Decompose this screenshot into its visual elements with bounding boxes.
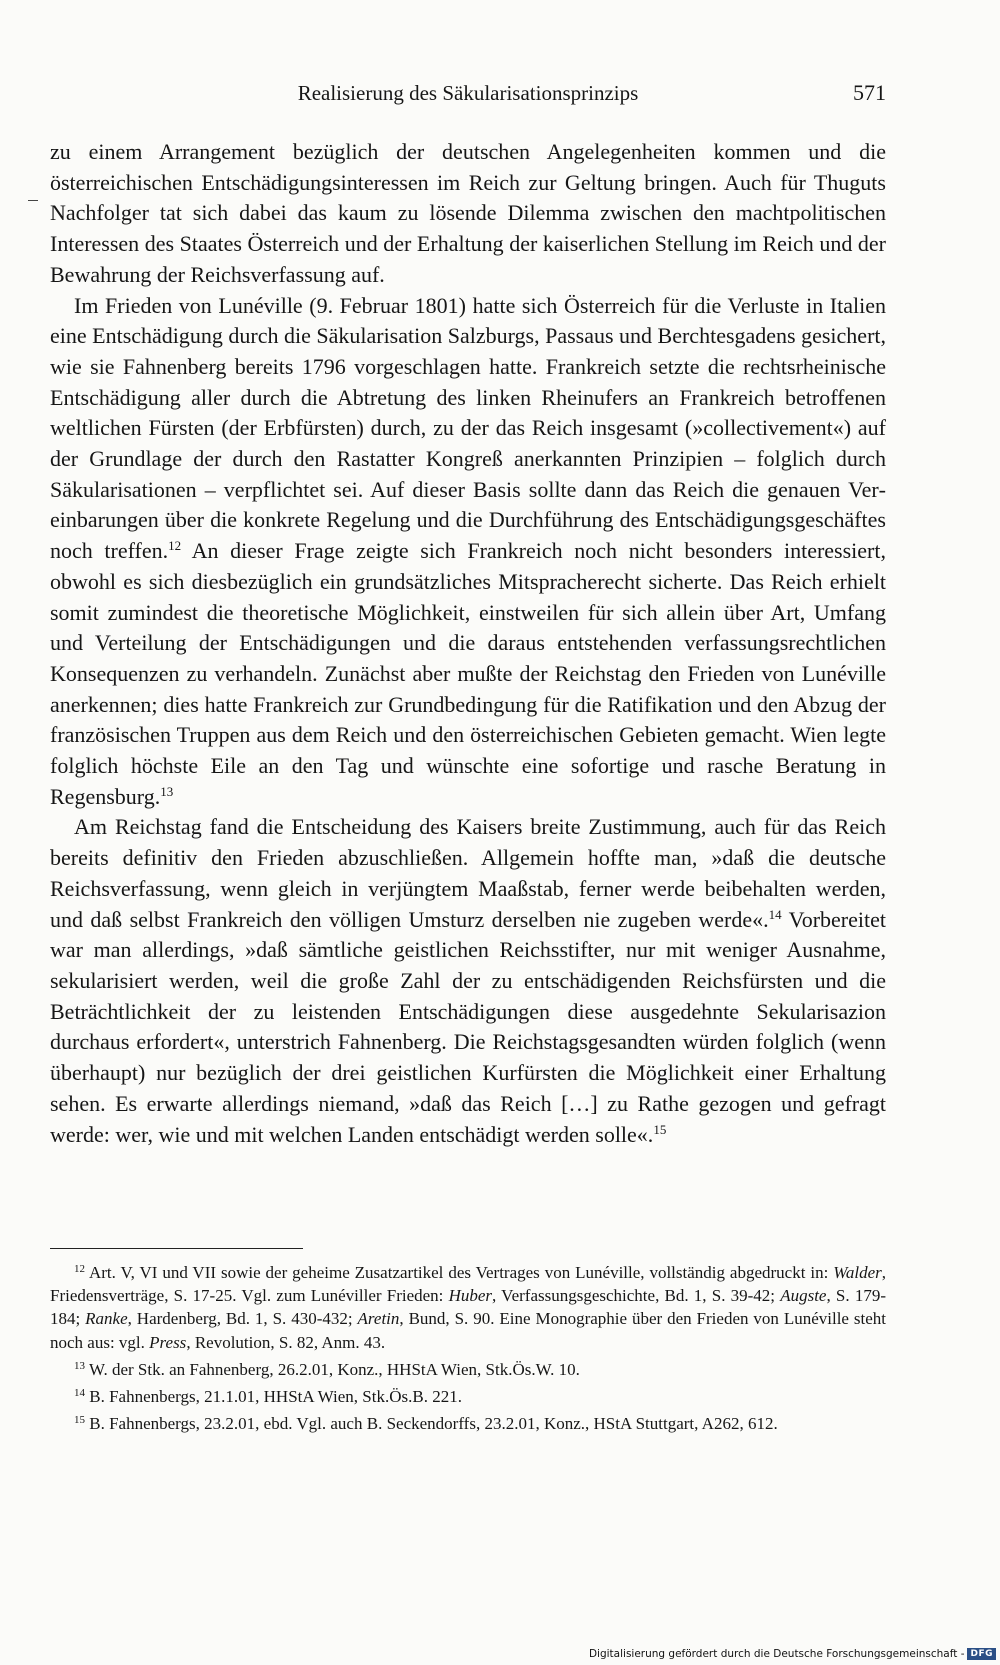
footnote-number: 13 <box>74 1359 85 1372</box>
dfg-logo-icon[interactable]: DFG <box>967 1648 996 1660</box>
footer-text: Digitalisierung gefördert durch die Deutsche Forschungsgemeinschaft - <box>588 1648 965 1660</box>
author-name: Ranke <box>85 1309 128 1329</box>
author-name: Aretin <box>357 1309 400 1329</box>
page-number: 571 <box>853 80 886 105</box>
paragraph: Im Frieden von Lunéville (9. Februar 1801) hatte sich Österreich für die Verluste in Italien eine Entschädigung durch die Säkularisation Salzburgs, Passaus und Berchtesgadens gesichert, wie sie Fahnenberg bereits 1796 vorgeschlagen hatte. Frankreich setzte die rechtsrheinische Entschädigung aller durch die Abtretung des linken Rheinufers an Frankreich betroffenen weltlichen Fürsten (der Erbfürsten) durch, zu der das Reich insgesamt (»collectivement«) auf der Grundlage der durch den Rastatter Kongreß anerkannten Prinzipien – folglich durch Säkularisationen – verpflichtet sei. Auf dieser Basis sollte dann das Reich die genauen Vereinbarungen über die konkrete Regelung und die Durchführung des Entschädigungsgeschäftes noch treffen.$^{12}$ An dieser Frage zeigte sich Frankreich noch nicht besonders interessiert, obwohl es sich diesbezüglich ein grundsätzliches Mitspracherecht sicherte. Das Reich erhielt somit zumindest die theoretische Möglichkeit, einstweilen für sich allein über Art, Umfang und Verteilung der Entschädigungen und die daraus entstehenden verfassungsrechtlichen Konsequenzen zu verhandeln. Zunächst aber mußte der Reichstag den Frieden von Lunéville anerkennen; dies hatte Frankreich zur Grundbedingung für die Ratifikation und den Abzug der französischen Truppen aus dem Reich und den österreichischen Gebieten gemacht. Wien legte folglich höchste Eile an den Tag und wünschte eine sofortige und rasche Beratung in Regensburg.$^{13}$ <box>50 292 887 809</box>
footnote: $^{15}$ B. Fahnenbergs, 23.2.01, ebd. Vgl. auch B. Seckendorffs, 23.2.01, Konz., HStA Stuttgart, A262, 612. <box>74 1414 778 1434</box>
footnote: $^{12}$ Art. V, VI und VII sowie der geheime Zusatzartikel des Vertrages von Lunéville, vollständig abgedruckt in: Walder, Friedensverträge, S. 17-25. Vgl. zum Lunéviller Frieden: Huber, Verfassungsgeschichte, Bd. 1, S. 39-42; Augste, S. 179-184; Ranke, Hardenberg, Bd. 1, S. 430-432; Aretin, Bund, S. 90. Eine Monographie über den Frieden von Lunéville steht noch aus: vgl. Press, Revolution, S. 82, Anm. 43. <box>50 1263 886 1352</box>
author-name: Walder <box>833 1263 882 1282</box>
footnote-number: 14 <box>74 1387 85 1400</box>
footnote-ref[interactable]: 15 <box>653 1121 667 1137</box>
footnote: $^{14}$ B. Fahnenbergs, 21.1.01, HHStA Wien, Stk.Ös.B. 221. <box>74 1387 462 1407</box>
digitization-footer <box>589 1648 996 1660</box>
paragraph: zu einem Arrangement bezüglich der deutschen Angelegenheiten kommen und die österreichischen Entschädigungsinteressen im Reich zur Geltung bringen. Auch für Thuguts Nachfolger tat sich dabei das kaum zu lösende Dilemma zwischen den machtpolitischen Interessen des Staates Österreich und der Erhaltung der kaiserlichen Stellung im Reich und der Bewahrung der Reichsverfassung auf. <box>50 139 886 287</box>
footnote-ref[interactable]: 13 <box>160 783 174 799</box>
author-name: Augste <box>780 1286 827 1306</box>
footnotes <box>50 1261 886 1439</box>
footnote-ref[interactable]: 12 <box>168 538 182 554</box>
footnote-divider <box>50 1248 303 1249</box>
running-title: Realisierung des Säkularisationsprinzips <box>297 81 639 105</box>
page-header <box>50 78 886 108</box>
author-name: Huber <box>448 1286 493 1306</box>
paragraph: Am Reichstag fand die Entscheidung des Kaisers breite Zustimmung, auch für das Reich bereits definitiv den Frieden abzuschließen. Allgemein hoffte man, »daß die deutsche Reichsverfassung, wenn gleich in verjüngtem Maaßstab, ferner werde beibehalten werden, und daß selbst Frankreich den völligen Umsturz derselben nie zugeben werde«.$^{14}$ Vorbereitet war man allerdings, »daß sämtliche geistlichen Reichsstifter, nur mit weniger Ausnahme, sekularisiert werden, weil die große Zahl der zu entschädigenden Reichsfürsten und die Beträchtlichkeit der zu leistenden Entschädigungen diese ausgedehnte Sekularisazion durchaus erfordert«, unterstrich Fahnenberg. Die Reichstagsgesandten würden folglich (wenn überhaupt) nur bezüglich der drei geistlichen Kurfürsten die Möglichkeit einer Erhaltung sehen. Es erwarte allerdings niemand, »daß das Reich […] zu Rathe gezogen und gefragt werde: wer, wie und mit welchen Landen entschädigt werden solle«.$^{15}$ <box>50 814 886 1147</box>
footnote-number: 12 <box>74 1263 85 1275</box>
footnote: $^{13}$ W. der Stk. an Fahnenberg, 26.2.01, Konz., HHStA Wien, Stk.Ös.W. 10. <box>74 1359 580 1379</box>
author-name: Press <box>149 1332 187 1352</box>
margin-mark <box>28 200 38 201</box>
footnote-number: 15 <box>74 1414 85 1427</box>
body-text <box>50 137 886 1150</box>
footnote-ref[interactable]: 14 <box>768 906 782 922</box>
